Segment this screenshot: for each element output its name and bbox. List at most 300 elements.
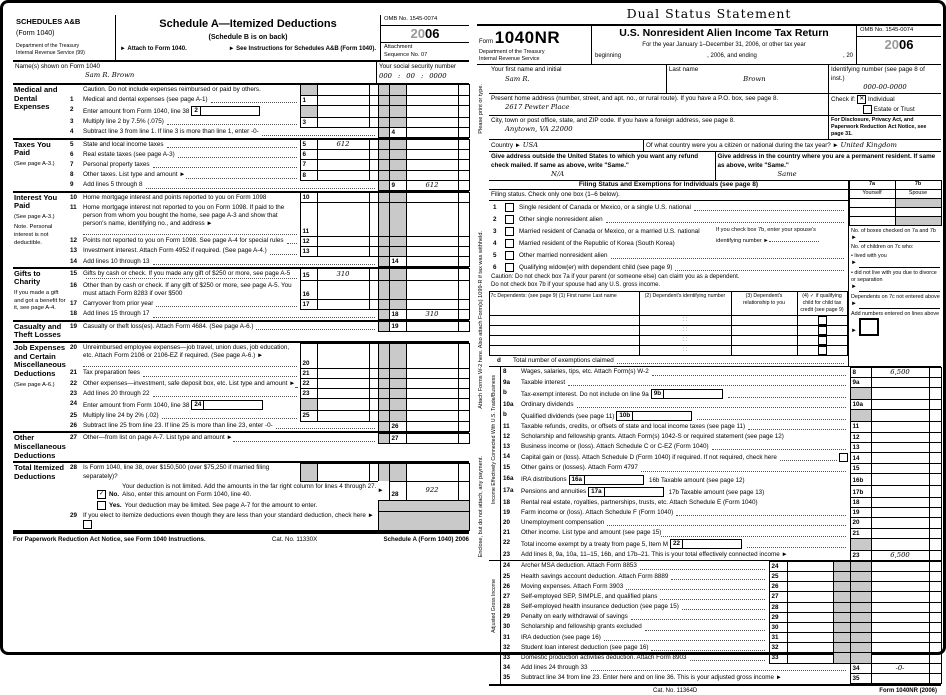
line-number: 6	[70, 150, 83, 160]
nr-line-25	[501, 572, 941, 582]
col-spouse: Spouse	[895, 189, 942, 199]
nr-line-21	[501, 528, 941, 538]
line-number: 28	[70, 463, 83, 481]
line-25-amount[interactable]	[317, 410, 370, 421]
filing-option-1-checkbox[interactable]	[505, 203, 514, 212]
filing-option-1	[489, 201, 848, 213]
permanent-address-label: Give address in the country where you are a permanent resident. If same as above, write "Same."	[718, 153, 940, 169]
line-number: b	[501, 410, 521, 422]
line-number: 10a	[501, 400, 521, 410]
line-20-numbox: 20	[850, 517, 872, 528]
inset-box-amount[interactable]	[664, 390, 722, 398]
line-16-text	[83, 281, 300, 299]
line-b-text	[521, 410, 850, 422]
irs-label: Internal Revenue Service (99)	[16, 50, 112, 57]
line-number: 19	[70, 322, 83, 332]
dep-qualifying-checkbox[interactable]	[818, 326, 827, 335]
section-label	[13, 85, 70, 138]
line-10a-numbox: 10a	[850, 399, 872, 410]
line-text: Points not reported to you on Form 1098. See page A-4 for special rules	[83, 237, 284, 245]
nr-line-15	[501, 463, 941, 473]
form-number: 1040NR	[495, 28, 560, 47]
nr-line-34	[501, 663, 941, 673]
line-19-text	[83, 322, 378, 332]
line-4-cents[interactable]	[458, 127, 470, 138]
inset-box-amount[interactable]	[683, 540, 741, 548]
schedule-a-omb-block	[380, 15, 469, 60]
line-13-amount[interactable]	[317, 246, 370, 257]
line-19-amount[interactable]	[406, 321, 459, 332]
section-label	[13, 193, 70, 267]
line-text: Carryover from prior year	[83, 300, 153, 308]
inner-amount-empty	[317, 463, 370, 482]
catalog-number: Cat. No. 11330X	[272, 536, 317, 544]
refund-address-label: Give address outside the United States to which you want any refund check mailed. If same as above, write "Same."	[491, 153, 713, 169]
line-9a-text	[521, 378, 850, 388]
nr-line-30	[501, 622, 941, 632]
line-28-numbox: 28	[389, 481, 407, 500]
line-8-amount[interactable]	[317, 170, 370, 181]
identifying-number-field[interactable]: 000-00-0000	[831, 83, 939, 92]
line-22-text	[83, 379, 300, 389]
form-line	[70, 343, 469, 368]
section-lines	[70, 343, 469, 431]
line-35-numbox: 35	[850, 673, 872, 684]
outer-cents-empty	[458, 202, 470, 237]
option-text: Qualifying widow(er) with dependent child (see page 9)	[519, 264, 672, 272]
line-number: 17	[70, 299, 83, 309]
line-20-numbox: 20	[300, 343, 318, 369]
inset-box-10b[interactable]	[616, 411, 692, 421]
choice-text: Your deduction may be limited. See page A-7 for the amount to enter.	[125, 502, 377, 510]
schedule-a-section	[13, 140, 469, 193]
outer-shade	[389, 202, 407, 237]
line-27-amount[interactable]	[406, 433, 459, 444]
nr-omb-number: OMB No. 1545-0074	[857, 26, 941, 37]
country-label: Country ►	[491, 142, 521, 149]
rail-note-text: No. of children on 7c who:	[851, 244, 940, 251]
line-number: 11	[70, 203, 83, 237]
amount-value: 6,500	[890, 368, 909, 377]
line-number: 29	[70, 511, 83, 530]
inset-box-amount[interactable]	[204, 401, 262, 409]
spouse-id-field[interactable]	[769, 235, 819, 242]
line-18-cents[interactable]	[458, 309, 470, 320]
form-line	[70, 170, 469, 180]
inset-box-number: 10b	[617, 412, 633, 420]
line-text: Other income. List type and amount (see page 15)	[521, 529, 661, 537]
line-11-numbox: 11	[300, 202, 318, 237]
choice-checkbox[interactable]: ✓	[97, 490, 106, 499]
line-9-amount[interactable]	[406, 180, 459, 191]
line-text: Is Form 1040, line 38, over $150,500 (over $75,250 if married filing separately)?	[83, 464, 299, 480]
line-text: Add lines 20 through 22	[83, 390, 150, 398]
form-sub-label: (Form 1040)	[16, 29, 112, 38]
dep-row-name[interactable]	[489, 345, 640, 356]
line-11-text	[83, 203, 300, 237]
rail-entry-field[interactable]	[859, 267, 940, 268]
line-32-numbox: 32	[769, 642, 788, 653]
filing-option-3	[489, 225, 716, 237]
line-x-text	[83, 85, 300, 95]
line-8-numbox: 8	[850, 367, 872, 378]
income-section-label: Income Effectively Connected With U.S. Trade/Business	[491, 375, 498, 504]
line-text: Self-employed SEP, SIMPLE, and qualified plans	[521, 593, 657, 601]
line-12-numbox: 12	[850, 432, 872, 443]
citizen-country-field[interactable]: United Kingdom	[841, 141, 897, 149]
dependents-table	[489, 291, 848, 355]
line-1-numbox: 1	[300, 95, 318, 106]
line-35-cents[interactable]	[929, 673, 942, 684]
line-28-text	[83, 463, 300, 481]
filing-option-5-checkbox[interactable]	[505, 251, 514, 260]
line-b-text	[521, 388, 850, 400]
line-number: 24	[70, 399, 83, 411]
section-label-text: Interest You Paid	[14, 194, 68, 211]
line-27-numbox: 27	[389, 433, 407, 444]
income-section	[489, 367, 941, 561]
section-label-text: Job Expenses and Certain Miscellaneous Deductions	[14, 344, 68, 379]
inset-box-9b[interactable]	[651, 389, 723, 399]
section-label	[13, 269, 70, 320]
dep-qualifying-checkbox[interactable]	[818, 336, 827, 345]
line-number: 27	[501, 592, 521, 602]
outer-cents-empty	[458, 463, 470, 482]
line-text: Enter amount from Form 1040, line 38	[83, 108, 189, 116]
nr-line-8	[501, 367, 941, 377]
beginning-field[interactable]	[621, 53, 707, 61]
line-number: 23	[501, 550, 521, 560]
line-number: 30	[501, 622, 521, 632]
line-number: 3	[70, 117, 83, 127]
line-number: 31	[501, 633, 521, 643]
form-line	[70, 322, 469, 332]
line-3-amount[interactable]	[317, 117, 370, 128]
line-number: 22	[501, 538, 521, 550]
nr-line-14	[501, 452, 941, 463]
line-5-numbox: 5	[300, 139, 318, 150]
option-number: 1	[493, 204, 505, 212]
filing-option-2-checkbox[interactable]	[505, 215, 514, 224]
line-text: Casualty or theft loss(es). Attach Form 4684. (See page A-6.)	[83, 323, 253, 331]
permanent-address-field[interactable]: Same	[778, 170, 940, 179]
form-line	[70, 180, 469, 190]
inset-box-amount[interactable]	[605, 488, 663, 496]
nr-line-35	[501, 673, 941, 683]
inset-box-amount[interactable]	[585, 476, 643, 484]
disclosure-note: For Disclosure, Privacy Act, and Paperwork Reduction Act Notice, see page 31.	[831, 117, 939, 138]
individual-checkbox[interactable]: ✕	[857, 95, 866, 104]
ending-field[interactable]	[757, 53, 843, 61]
line-text: Subtract line 25 from line 23. If line 25 is more than line 23, enter -0-	[83, 422, 273, 430]
attachment-label: Attachment	[384, 44, 466, 51]
yourself-cell[interactable]	[849, 216, 896, 226]
line-text: Unemployment compensation	[521, 519, 604, 527]
inset-box-2[interactable]	[191, 106, 260, 116]
inset-box-amount[interactable]	[633, 412, 691, 420]
line-18-numbox: 18	[850, 497, 872, 508]
line-number: 12	[501, 432, 521, 442]
line-17b-text	[521, 486, 850, 498]
sequence-number: Sequence No. 07	[384, 52, 466, 59]
line-text: Medical and dental expenses (see page A-1)	[83, 96, 208, 104]
inset-box-24[interactable]	[191, 400, 263, 410]
section-label	[13, 343, 70, 431]
refund-address-field[interactable]: N/A	[551, 170, 713, 179]
rail-entry-field[interactable]	[859, 241, 940, 242]
first-name-field[interactable]: Sam R.	[505, 75, 664, 84]
line-29-checkbox[interactable]	[83, 520, 92, 529]
line-17-amount[interactable]	[317, 299, 370, 310]
inset-box-17a[interactable]	[588, 487, 664, 497]
line-21-text	[521, 528, 850, 538]
line-16b-numbox: 16b	[850, 473, 872, 486]
schedule-a-section	[13, 322, 469, 343]
spouse-cell[interactable]	[895, 216, 942, 226]
list-entry-line[interactable]	[83, 228, 297, 235]
line-11-amount[interactable]	[317, 202, 370, 237]
line-31-text	[521, 633, 769, 643]
line-18-amount[interactable]	[406, 309, 459, 320]
taxpayer-name-field[interactable]: Sam R. Brown	[85, 71, 374, 80]
line-number: 28	[501, 602, 521, 612]
list-entry-line[interactable]	[295, 381, 297, 388]
line-number: 7	[70, 160, 83, 170]
nr-catalog-number: Cat. No. 11364D	[653, 688, 697, 695]
line-19-numbox: 19	[389, 321, 407, 332]
country-field[interactable]: USA	[523, 141, 538, 149]
form-line	[70, 117, 469, 127]
outer-cents-empty	[458, 280, 470, 299]
line-text: Self-employed health insurance deduction (see page 15)	[521, 603, 679, 611]
schedule-a-form-id	[13, 15, 116, 60]
choice-checkbox[interactable]	[97, 501, 106, 510]
rail-note-4	[851, 294, 940, 309]
rail-note-text: Dependents on 7c not entered above	[851, 294, 940, 301]
filing-option-3-checkbox[interactable]	[505, 227, 514, 236]
line-text: Other—from list on page A-7. List type and amount ►	[83, 434, 233, 442]
line-text: Scholarship and fellowship grants excluded	[521, 623, 642, 631]
dep-qualifying-checkbox[interactable]	[818, 316, 827, 325]
line-text: Student loan interest deduction (see page 16)	[521, 644, 648, 652]
dep-row-id[interactable]: : :	[639, 335, 732, 346]
line-number: 2	[70, 105, 83, 117]
line-14-cents[interactable]	[458, 256, 470, 267]
section-sub-note: (See page A-3.)	[14, 214, 68, 222]
line-text: Taxable interest	[521, 379, 565, 387]
line-35-amount[interactable]	[871, 673, 930, 684]
form-line	[70, 269, 469, 281]
outer-shade	[389, 280, 407, 299]
line-28-cents[interactable]	[458, 481, 470, 500]
dep-row-id[interactable]: : :	[639, 345, 732, 356]
dept-label: Department of the Treasury	[16, 43, 112, 50]
filing-option-6-checkbox[interactable]	[505, 263, 514, 272]
see-instructions-note: ► See Instructions for Schedules A&B (Form 1040).	[229, 46, 376, 54]
col-7a: 7a	[849, 180, 896, 190]
line-25-text	[521, 572, 769, 582]
inset-box-amount[interactable]	[201, 107, 259, 115]
line-18-numbox: 18	[389, 309, 407, 320]
options-3-4-wrap	[489, 225, 848, 249]
line-28-amount[interactable]	[406, 481, 459, 500]
line-7-text	[83, 160, 300, 170]
line-text: Add lines 24 through 33	[521, 664, 588, 672]
line-cents[interactable]	[929, 550, 942, 561]
line-text: Multiply line 2 by 7.5% (.075)	[83, 118, 164, 126]
filing-option-6	[489, 261, 848, 273]
line-17-text	[83, 299, 300, 309]
line-27-cents[interactable]	[458, 433, 470, 444]
schedule-a-section	[13, 343, 469, 433]
nr-line-23	[501, 550, 941, 560]
line-text: Home mortgage interest not reported to you on Form 1098. If paid to the person from whom you bought the home, see page A-3 and show that person's name, identifying no., and address ►	[83, 204, 299, 229]
add-numbers-box[interactable]	[859, 318, 879, 336]
line-4-amount[interactable]	[406, 127, 459, 138]
rail-checkbox-row	[849, 217, 941, 226]
form-line	[70, 368, 469, 378]
line-9-cents[interactable]	[458, 180, 470, 191]
line-number: 8	[70, 170, 83, 180]
rail-entry-field[interactable]	[859, 291, 940, 292]
line-number: 20	[70, 343, 83, 368]
section-lines	[70, 269, 469, 320]
choice-label: Yes.	[109, 502, 122, 510]
line-number: 9	[70, 180, 83, 190]
rail-note-5	[851, 311, 940, 336]
line-number	[70, 85, 83, 95]
caution-line-2: Do not check box 7b if your spouse had any U.S. gross income.	[491, 282, 846, 290]
schedule-a-form	[13, 15, 469, 546]
dep-row-id[interactable]: : :	[639, 315, 732, 326]
section-label-text: Medical and Dental Expenses	[14, 86, 68, 112]
line-31-numbox: 31	[769, 632, 788, 643]
last-name-field[interactable]: Brown	[683, 75, 826, 84]
city-field[interactable]: Anytown, VA 22000	[505, 125, 826, 134]
arrow-icon: ►	[851, 301, 857, 309]
amount-value: 922	[426, 486, 439, 495]
line-15-numbox: 15	[300, 268, 318, 281]
dep-qualifying-checkbox[interactable]	[818, 346, 827, 355]
form-line	[70, 95, 469, 105]
form-line	[70, 150, 469, 160]
line-25-numbox: 25	[769, 571, 788, 582]
choice-yes	[83, 500, 378, 511]
rail-note-1	[851, 244, 940, 251]
individual-label: Individual	[868, 96, 895, 103]
filing-status-instruction: Filing status. Check only one box (1–6 below).	[489, 190, 848, 201]
form-word: Form	[479, 39, 493, 45]
line-number: 27	[70, 433, 83, 443]
dep-row-qualifying	[797, 345, 848, 356]
dep-row-relationship[interactable]	[731, 345, 798, 356]
address-field[interactable]: 2617 Pewter Place	[505, 103, 826, 112]
schedule-a-footer-title: Schedule A (Form 1040) 2006	[383, 536, 469, 544]
estate-trust-checkbox[interactable]	[863, 105, 872, 114]
line-number: 25	[501, 572, 521, 582]
line-text: IRA distributions	[521, 476, 567, 484]
schedule-a-section	[13, 193, 469, 269]
section-lines	[70, 463, 469, 530]
rail-entry-field[interactable]	[859, 308, 940, 309]
line-19-cents[interactable]	[458, 321, 470, 332]
line-24-text	[521, 561, 769, 571]
line-number: 14	[70, 257, 83, 267]
filing-option-4-checkbox[interactable]	[505, 239, 514, 248]
line-text: Other than by cash or check. If any gift of $250 or more, see page A-5. You must attach Form 8283 if over $500	[83, 282, 299, 298]
line-29-text	[83, 511, 378, 530]
line-15-numbox: 15	[850, 463, 872, 474]
list-entry-line[interactable]	[83, 360, 297, 367]
inset-box-16a[interactable]	[569, 475, 645, 485]
dep-row-id[interactable]: : :	[639, 325, 732, 336]
line-23-text	[83, 389, 300, 399]
line-text: Scholarship and fellowship grants. Attach Form(s) 1042-S or required statement (see page 12)	[521, 433, 784, 441]
line-20-amount[interactable]	[317, 343, 370, 369]
line-12-text	[83, 236, 300, 246]
nr-line-10a	[501, 400, 941, 410]
page-title: Dual Status Statement	[477, 6, 941, 22]
line-14-amount[interactable]	[406, 256, 459, 267]
line-10-numbox: 10	[300, 192, 318, 203]
line-text: Tax-exempt interest. Do not include on line 9a	[521, 391, 649, 399]
amount-value: 310	[337, 270, 350, 279]
line-text: Add lines 15 through 17	[83, 310, 150, 318]
section-label-text: Other Miscellaneous Deductions	[14, 434, 68, 460]
line-27-text	[83, 433, 378, 443]
line-checkbox[interactable]	[839, 453, 848, 462]
line-18-text	[521, 498, 850, 508]
line-23-amount[interactable]	[871, 550, 930, 561]
line-14-numbox: 14	[850, 452, 872, 464]
form-line	[70, 463, 469, 481]
dependents-label: 7c Dependents: (see page 9) (1) First name Last name	[489, 291, 640, 315]
line-33-amount[interactable]	[787, 652, 834, 663]
schedule-a-section	[13, 463, 469, 532]
line-text: Domestic production activities deduction. Attach Form 8903	[521, 654, 687, 662]
line-9-text	[83, 180, 378, 190]
line-26-cents[interactable]	[458, 421, 470, 432]
list-entry-line[interactable]	[233, 435, 375, 442]
caution-line-1: Caution: Do not check box 7a if your parent (or someone else) can claim you as a dependent.	[491, 274, 846, 282]
inset-box-22[interactable]	[670, 539, 742, 549]
section-lines	[70, 433, 469, 461]
line-16b-text	[521, 474, 850, 486]
line-16-amount[interactable]	[317, 280, 370, 299]
exemptions-rail	[849, 181, 941, 367]
ssn-field[interactable]: 000 : 00 : 0000	[379, 72, 467, 81]
list-entry-line[interactable]	[186, 172, 298, 179]
line-12-text	[521, 432, 850, 442]
line-text: Health savings account deduction. Attach Form 8889	[521, 573, 668, 581]
amount-value: 612	[426, 181, 439, 190]
nr-line-24	[501, 561, 941, 571]
schedule-a-header	[13, 15, 469, 62]
agi-section	[489, 561, 941, 685]
arrow-icon: ►	[851, 328, 857, 336]
line-4-numbox: 4	[389, 127, 407, 138]
nr-irs-label: Internal Revenue Service	[479, 56, 589, 63]
line-text: Other taxes. List type and amount ►	[83, 171, 186, 179]
line-10-text	[83, 193, 300, 203]
arrow-icon: ►	[851, 284, 857, 292]
line-text: Moving expenses. Attach Form 3903	[521, 583, 623, 591]
line-26-amount[interactable]	[406, 421, 459, 432]
nr-line-9b	[501, 388, 941, 400]
line-number: 18	[501, 498, 521, 508]
line-33-numbox: 33	[769, 652, 788, 663]
list-entry-line[interactable]	[661, 530, 846, 537]
